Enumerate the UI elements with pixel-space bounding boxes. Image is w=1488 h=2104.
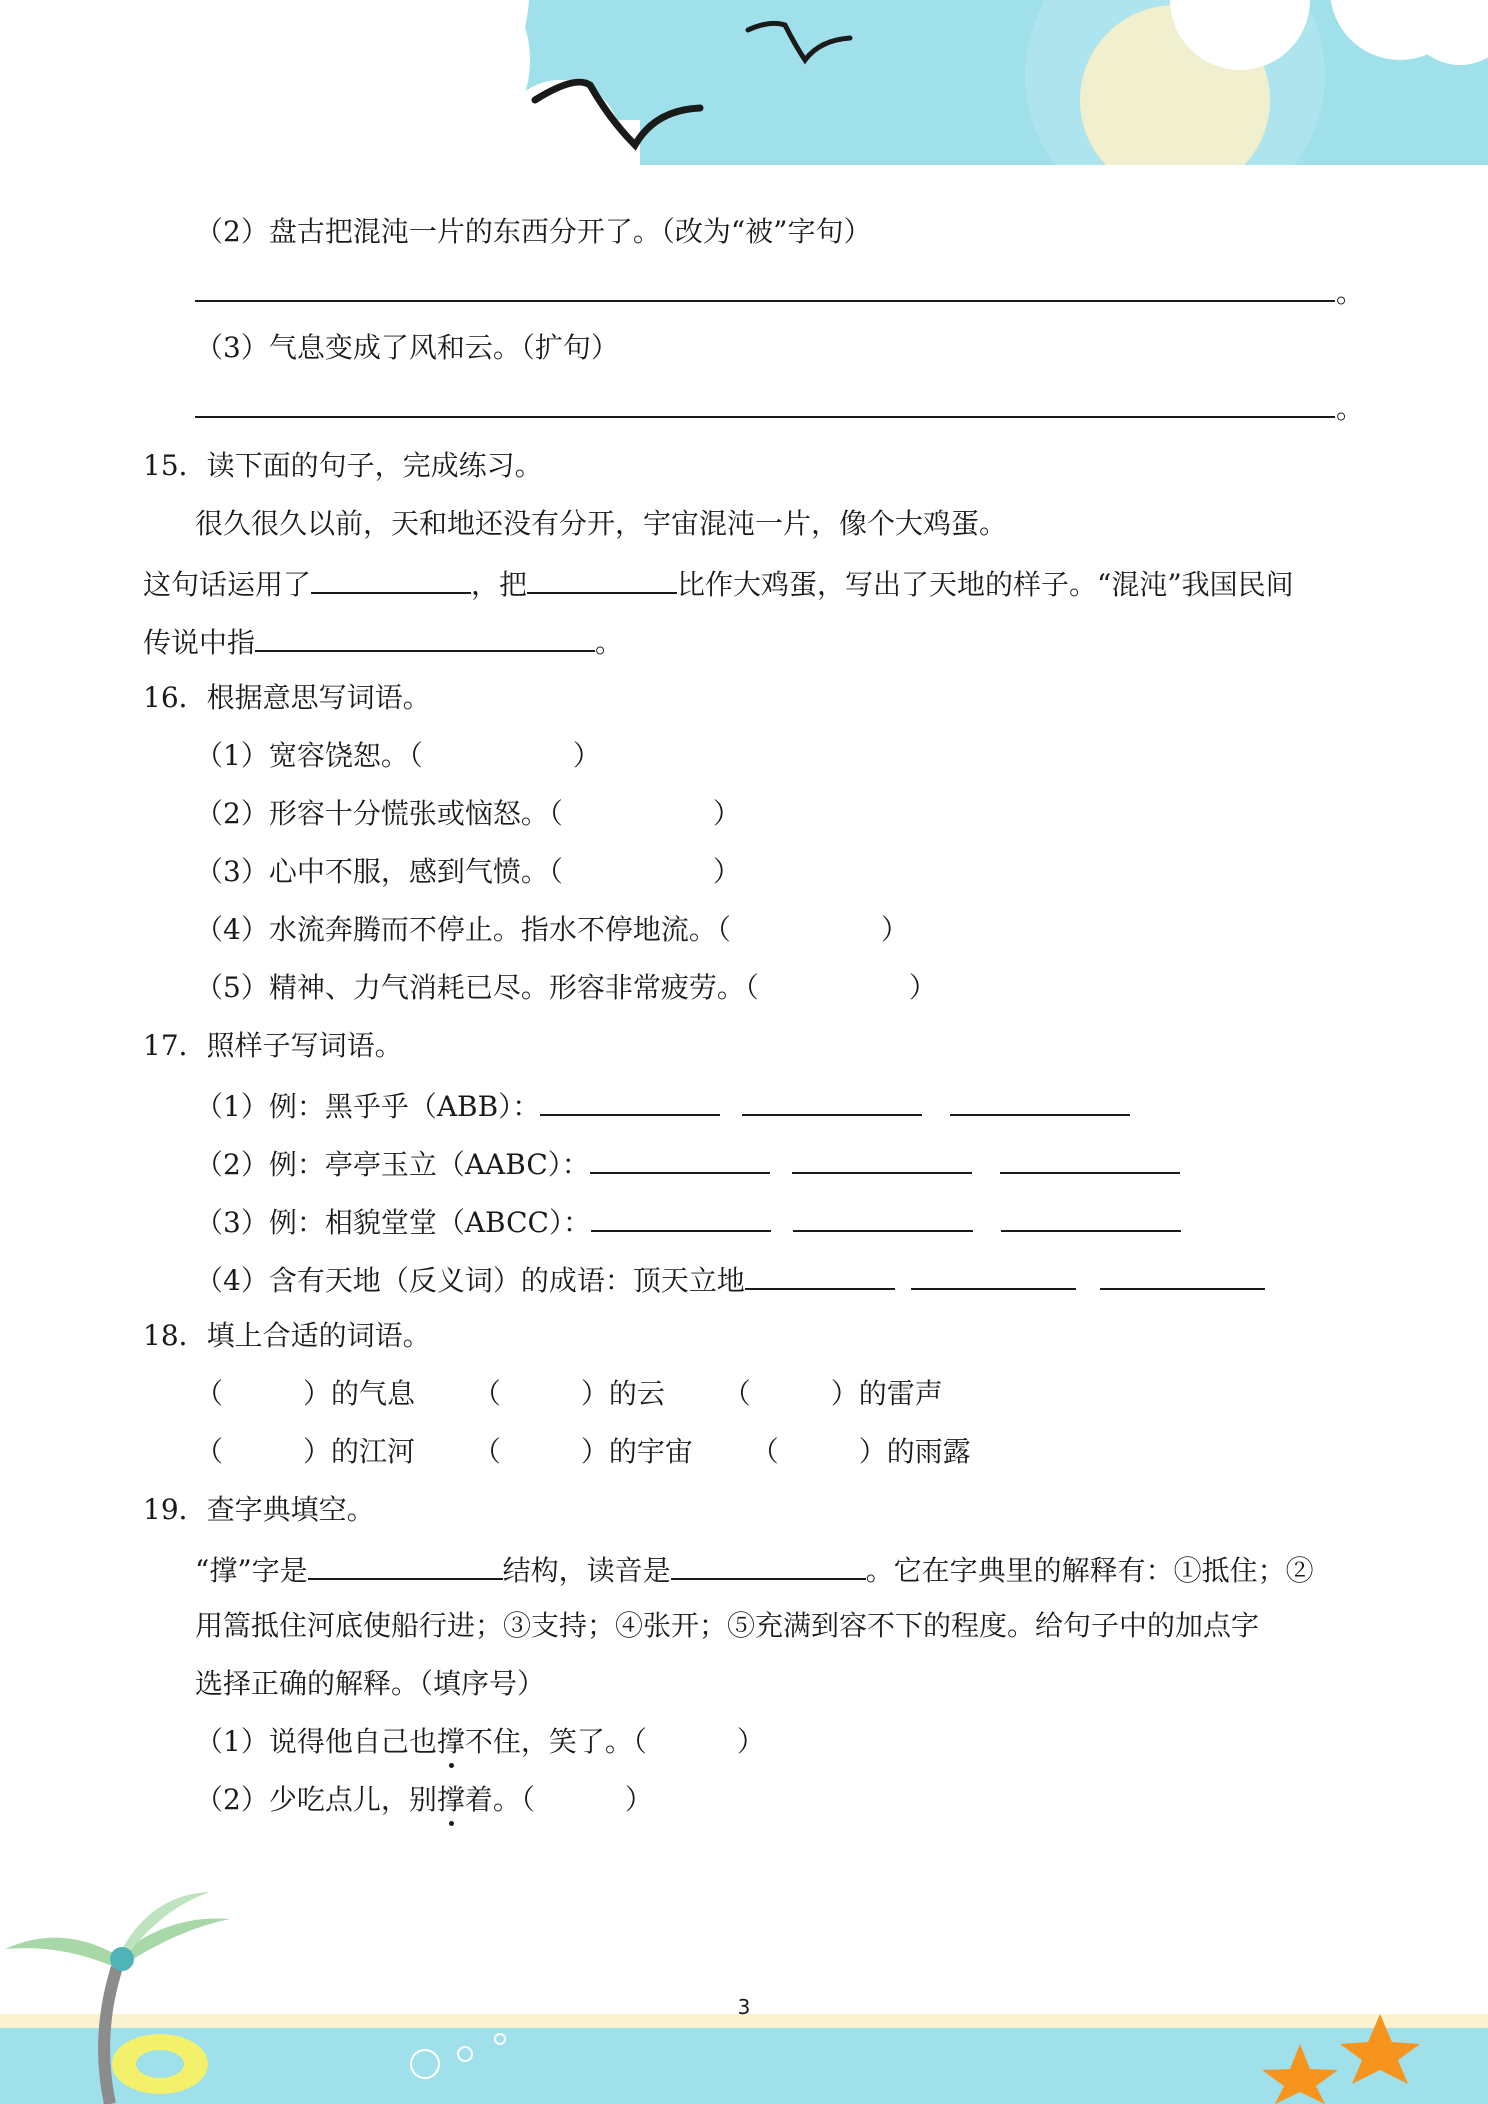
q16-item-4: （4）水流奔腾而不停止。指水不停地流。（ ） [195,913,909,946]
q19-para-1: “撑”字是 结构，读音是 。它在字典里的解释有：①抵住；② [195,1548,1314,1591]
q16-item-1: （1）宽容饶恕。（ ） [195,739,601,772]
q15-blank-object[interactable] [527,562,677,594]
q14-answer-line-2[interactable] [195,300,1335,302]
q15-blank-rhetoric[interactable] [311,562,471,594]
page-number: 3 [737,1995,751,2019]
q15-line-2: 传说中指 。 [143,620,623,663]
dotted-character: 撑 [437,1780,465,1820]
q17-blank-1c[interactable] [950,1084,1130,1116]
q15-blank-meaning[interactable] [255,620,595,652]
q17-blank-4b[interactable] [911,1258,1076,1290]
q19-para-3: 选择正确的解释。（填序号） [195,1667,546,1700]
q19-sentence-1: （1）说得他自己也撑不住，笑了。（ ） [195,1722,765,1762]
q17-item-4: （4）含有天地（反义词）的成语：顶天立地 [195,1258,1265,1301]
q14-item-3: （3）气息变成了风和云。（扩句） [195,331,619,364]
q15-quote: 很久很久以前，天和地还没有分开，宇宙混沌一片，像个大鸡蛋。 [195,507,1008,540]
dotted-character: 撑 [437,1722,465,1762]
q19-para-2: 用篙抵住河底使船行进；③支持；④张开；⑤充满到容不下的程度。给句子中的加点字 [195,1609,1260,1642]
q17-item-3: （3）例：相貌堂堂（ABCC）： [195,1200,1181,1243]
q17-blank-3b[interactable] [793,1200,973,1232]
q17-blank-4a[interactable] [745,1258,895,1290]
q17-item-1: （1）例：黑乎乎（ABB）： [195,1084,1130,1127]
q16-item-2: （2）形容十分慌张或恼怒。（ ） [195,797,741,830]
q18-row-2: （ ）的江河 （ ）的宇宙 （ ）的雨露 [195,1435,971,1468]
q17-title: 17．照样子写词语。 [143,1029,403,1062]
q14-end-mark-2: 。 [1336,276,1365,309]
q17-blank-4c[interactable] [1100,1258,1265,1290]
q18-row-1: （ ）的气息 （ ）的云 （ ）的雷声 [195,1377,943,1410]
q17-blank-1a[interactable] [540,1084,720,1116]
q15-line-1: 这句话运用了 ，把 比作大鸡蛋，写出了天地的样子。“混沌”我国民间 [143,562,1294,605]
q14-end-mark-3: 。 [1336,392,1365,425]
q17-item-2: （2）例：亭亭玉立（AABC）： [195,1142,1180,1185]
q14-answer-line-3[interactable] [195,416,1335,418]
q19-title: 19．查字典填空。 [143,1493,375,1526]
q16-item-5: （5）精神、力气消耗已尽。形容非常疲劳。（ ） [195,971,937,1004]
q19-blank-pinyin[interactable] [671,1548,866,1580]
q19-blank-structure[interactable] [308,1548,503,1580]
q16-item-3: （3）心中不服，感到气愤。（ ） [195,855,741,888]
q17-blank-2c[interactable] [1000,1142,1180,1174]
q14-item-2: （2）盘古把混沌一片的东西分开了。（改为“被”字句） [195,215,872,248]
q17-blank-3c[interactable] [1001,1200,1181,1232]
q17-blank-3a[interactable] [591,1200,771,1232]
q17-blank-1b[interactable] [742,1084,922,1116]
q17-blank-2b[interactable] [792,1142,972,1174]
q16-title: 16．根据意思写词语。 [143,681,431,714]
q18-title: 18．填上合适的词语。 [143,1319,431,1352]
q17-blank-2a[interactable] [590,1142,770,1174]
q15-title: 15．读下面的句子，完成练习。 [143,449,543,482]
q19-sentence-2: （2）少吃点儿，别撑着。（ ） [195,1780,653,1820]
